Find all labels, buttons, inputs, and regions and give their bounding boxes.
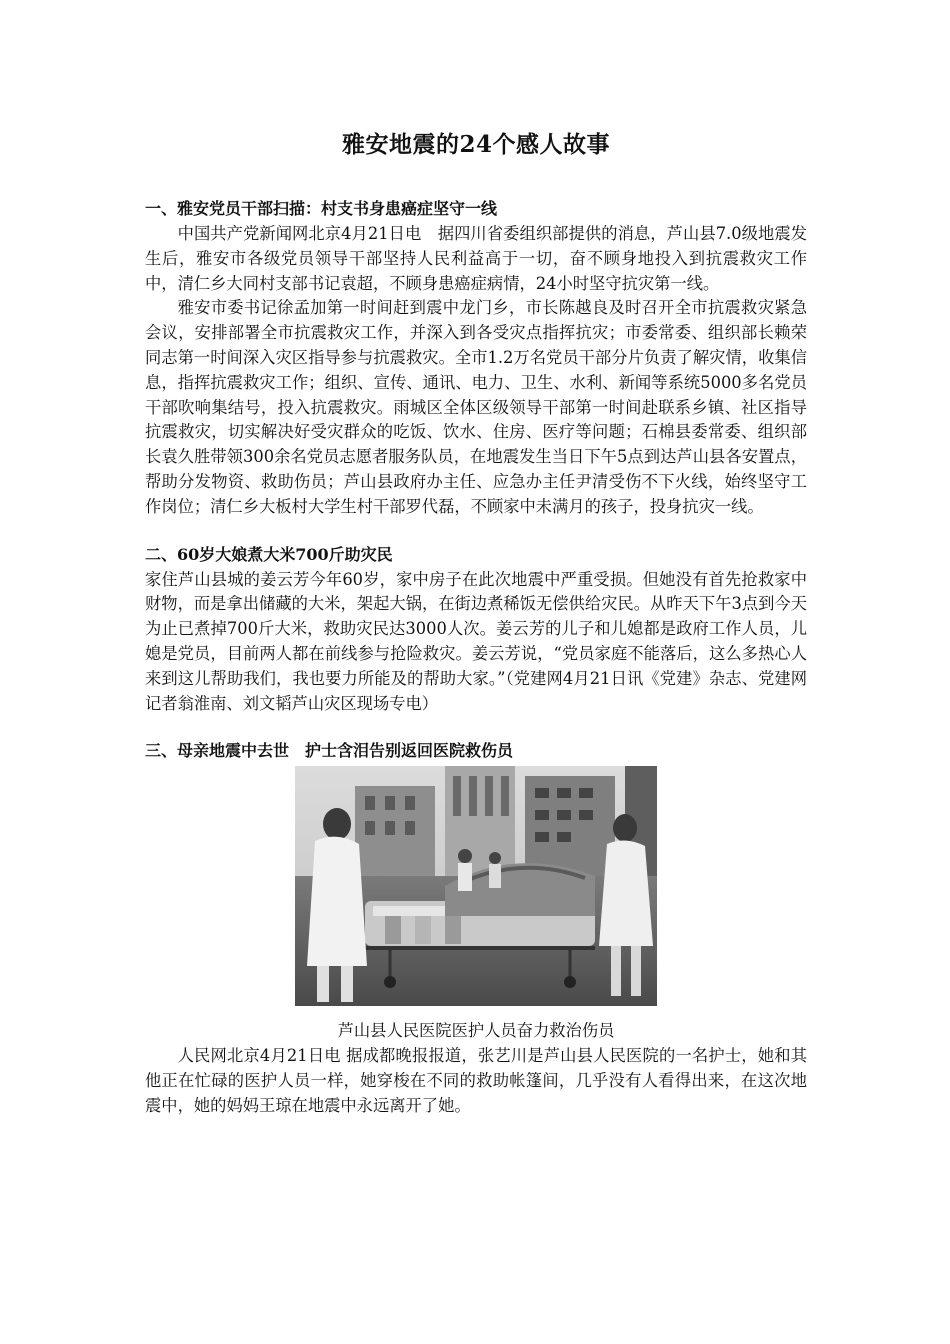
document-title: 雅安地震的24个感人故事 [341, 131, 610, 158]
document-page [145, 128, 807, 1119]
photo-caption: 芦山县人民医院医护人员奋力救治伤员 [337, 1021, 615, 1041]
section-paragraph: 人民网北京4月21日电 据成都晚报报道，张艺川是芦山县人民医院的一名护士，她和其他正在忙碌的医护人员一样，她穿梭在不同的救助帐篷间，几乎没有人看得出来，在这次地震中，她的妈妈王琼在地震中永远离开了她。 [145, 1046, 807, 1115]
section-paragraph: 家住芦山县城的姜云芳今年60岁，家中房子在此次地震中严重受损。但她没有首先抢救家中财物，而是拿出储藏的大米，架起大锅，在街边煮稀饭无偿供给灾民。从昨天下午3点到今天为止已煮掉700斤大米，救助灾民达3000人次。姜云芳的儿子和儿媳都是政府工作人员，儿媳是党员，目前两人都在前线参与抢险救灾。姜云芳说，“党员家庭不能落后，这么多热心人来到这儿帮助我们，我也要力所能及的帮助大家。”（党建网4月21日讯《党建》杂志、党建网记者翁淮南、刘文韬芦山灾区现场专电） [145, 569, 807, 713]
section-heading: 三、母亲地震中去世 护士含泪告别返回医院救伤员 [145, 741, 514, 761]
section-spacer [145, 716, 807, 738]
news-photo [295, 766, 657, 1006]
section-2 [145, 542, 807, 717]
section-paragraph: 中国共产党新闻网北京4月21日电 据四川省委组织部提供的消息，芦山县7.0级地震发生后，雅安市各级党员领导干部坚持人民利益高于一切，奋不顾身地投入到抗震救灾工作中，清仁乡大同村支部书记袁超，不顾身患癌症病情，24小时坚守抗灾第一线。 [145, 224, 807, 293]
section-paragraph: 雅安市委书记徐孟加第一时间赶到震中龙门乡，市长陈越良及时召开全市抗震救灾紧急会议，安排部署全市抗震救灾工作，并深入到各受灾点指挥抗灾；市委常委、组织部长赖荣同志第一时间深入灾区指导参与抗震救灾。全市1.2万名党员干部分片负责了解灾情，收集信息，指挥抗震救灾工作；组织、宣传、通讯、电力、卫生、水利、新闻等系统5000多名党员干部吹响集结号，投入抗震救灾。雨城区全体区级领导干部第一时间赴联系乡镇、社区指导抗震救灾，切实解决好受灾群众的吃饭、饮水、住房、医疗等问题；石棉县委常委、组织部长袁久胜带领300余名党员志愿者服务队员，在地震发生当日下午5点到达芦山县各安置点，帮助分发物资、救助伤员；芦山县政府办主任、应急办主任尹清受伤不下火线，始终坚守工作岗位；清仁乡大板村大学生村干部罗代磊，不顾家中未满月的孩子，投身抗灾一线。 [145, 298, 807, 516]
section-3 [145, 738, 807, 1118]
section-1 [145, 196, 807, 520]
section-heading: 一、雅安党员干部扫描：村支书身患癌症坚守一线 [145, 199, 498, 218]
section-heading: 二、60岁大娘煮大米700斤助灾民 [145, 544, 393, 564]
news-photo-illustration [295, 766, 657, 1006]
section-spacer [145, 520, 807, 542]
